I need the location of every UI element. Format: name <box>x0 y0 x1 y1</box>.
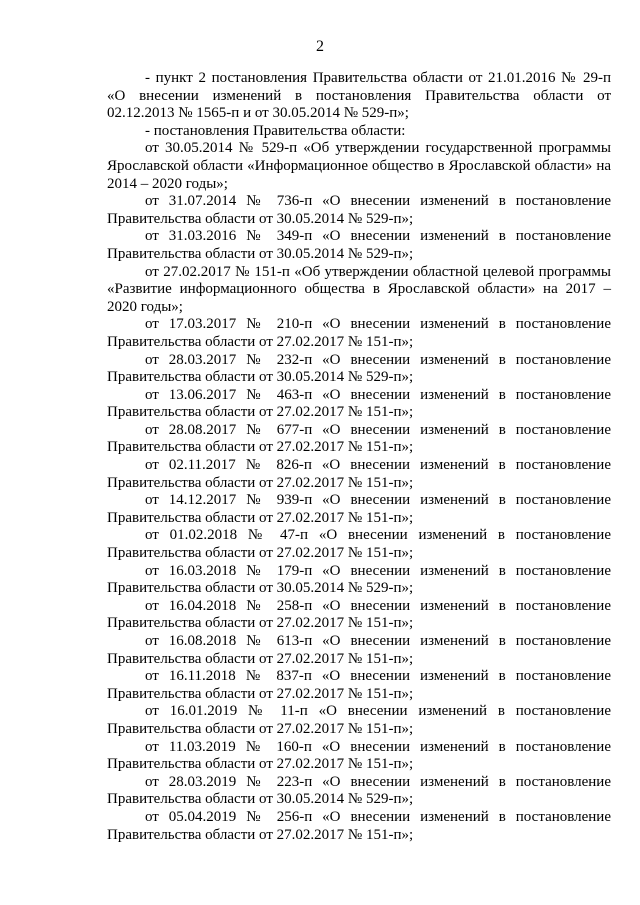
paragraph: от 28.03.2017 № 232-п «О внесении изменений в постановление Правительства области от 30.05.2014 № 529-п»; <box>107 351 611 386</box>
paragraph: от 16.01.2019 № 11-п «О внесении изменений в постановление Правительства области от 27.02.2017 № 151-п»; <box>107 703 611 737</box>
paragraph: от 31.07.2014 № 736-п «О внесении изменений в постановление Правительства области от 30.05.2014 № 529-п»; <box>107 193 611 227</box>
paragraph: от 13.06.2017 № 463-п «О внесении изменений в постановление Правительства области от 27.02.2017 № 151-п»; <box>107 386 611 421</box>
paragraph: от 28.08.2017 № 677-п «О внесении изменений в постановление Правительства области от 27.02.2017 № 151-п»; <box>107 421 611 456</box>
paragraph: от 30.05.2014 № 529-п «Об утверждении государственной программы Ярославской области «Информационное общество в Ярославской области» на 2014 – 2020 годы»; <box>107 140 611 192</box>
page-number: 2 <box>316 38 324 55</box>
paragraph: от 14.12.2017 № 939-п «О внесении изменений в постановление Правительства области от 27.02.2017 № 151-п»; <box>107 492 611 526</box>
paragraph: от 31.03.2016 № 349-п «О внесении изменений в постановление Правительства области от 30.05.2014 № 529-п»; <box>107 228 611 262</box>
paragraph: от 16.08.2018 № 613-п «О внесении изменений в постановление Правительства области от 27.02.2017 № 151-п»; <box>107 633 611 667</box>
paragraph: от 02.11.2017 № 826-п «О внесении изменений в постановление Правительства области от 27.02.2017 № 151-п»; <box>107 457 611 491</box>
paragraph: от 17.03.2017 № 210-п «О внесении изменений в постановление Правительства области от 27.02.2017 № 151-п»; <box>107 316 611 350</box>
paragraph: от 16.03.2018 № 179-п «О внесении изменений в постановление Правительства области от 30.05.2014 № 529-п»; <box>107 562 611 597</box>
paragraph: от 11.03.2019 № 160-п «О внесении изменений в постановление Правительства области от 27.02.2017 № 151-п»; <box>107 738 611 773</box>
document-body <box>107 70 611 844</box>
paragraph: от 16.11.2018 № 837-п «О внесении изменений в постановление Правительства области от 27.02.2017 № 151-п»; <box>107 668 611 702</box>
paragraph: от 27.02.2017 № 151-п «Об утверждении областной целевой программы «Развитие информационного общества в Ярославской области» на 2017 – 2020 годы»; <box>107 263 611 315</box>
paragraph: от 28.03.2019 № 223-п «О внесении изменений в постановление Правительства области от 30.05.2014 № 529-п»; <box>107 773 611 808</box>
paragraph: от 16.04.2018 № 258-п «О внесении изменений в постановление Правительства области от 27.02.2017 № 151-п»; <box>107 597 611 632</box>
paragraph: от 01.02.2018 № 47-п «О внесении изменений в постановление Правительства области от 27.02.2017 № 151-п»; <box>107 527 611 562</box>
paragraph: - пункт 2 постановления Правительства области от 21.01.2016 № 29-п «О внесении изменений в постановления Правительства области от 02.12.2013 № 1565-п и от 30.05.2014 № 529-п»; <box>107 70 611 122</box>
paragraph: - постановления Правительства области: <box>145 122 406 139</box>
paragraph: от 05.04.2019 № 256-п «О внесении изменений в постановление Правительства области от 27.02.2017 № 151-п»; <box>107 808 611 843</box>
